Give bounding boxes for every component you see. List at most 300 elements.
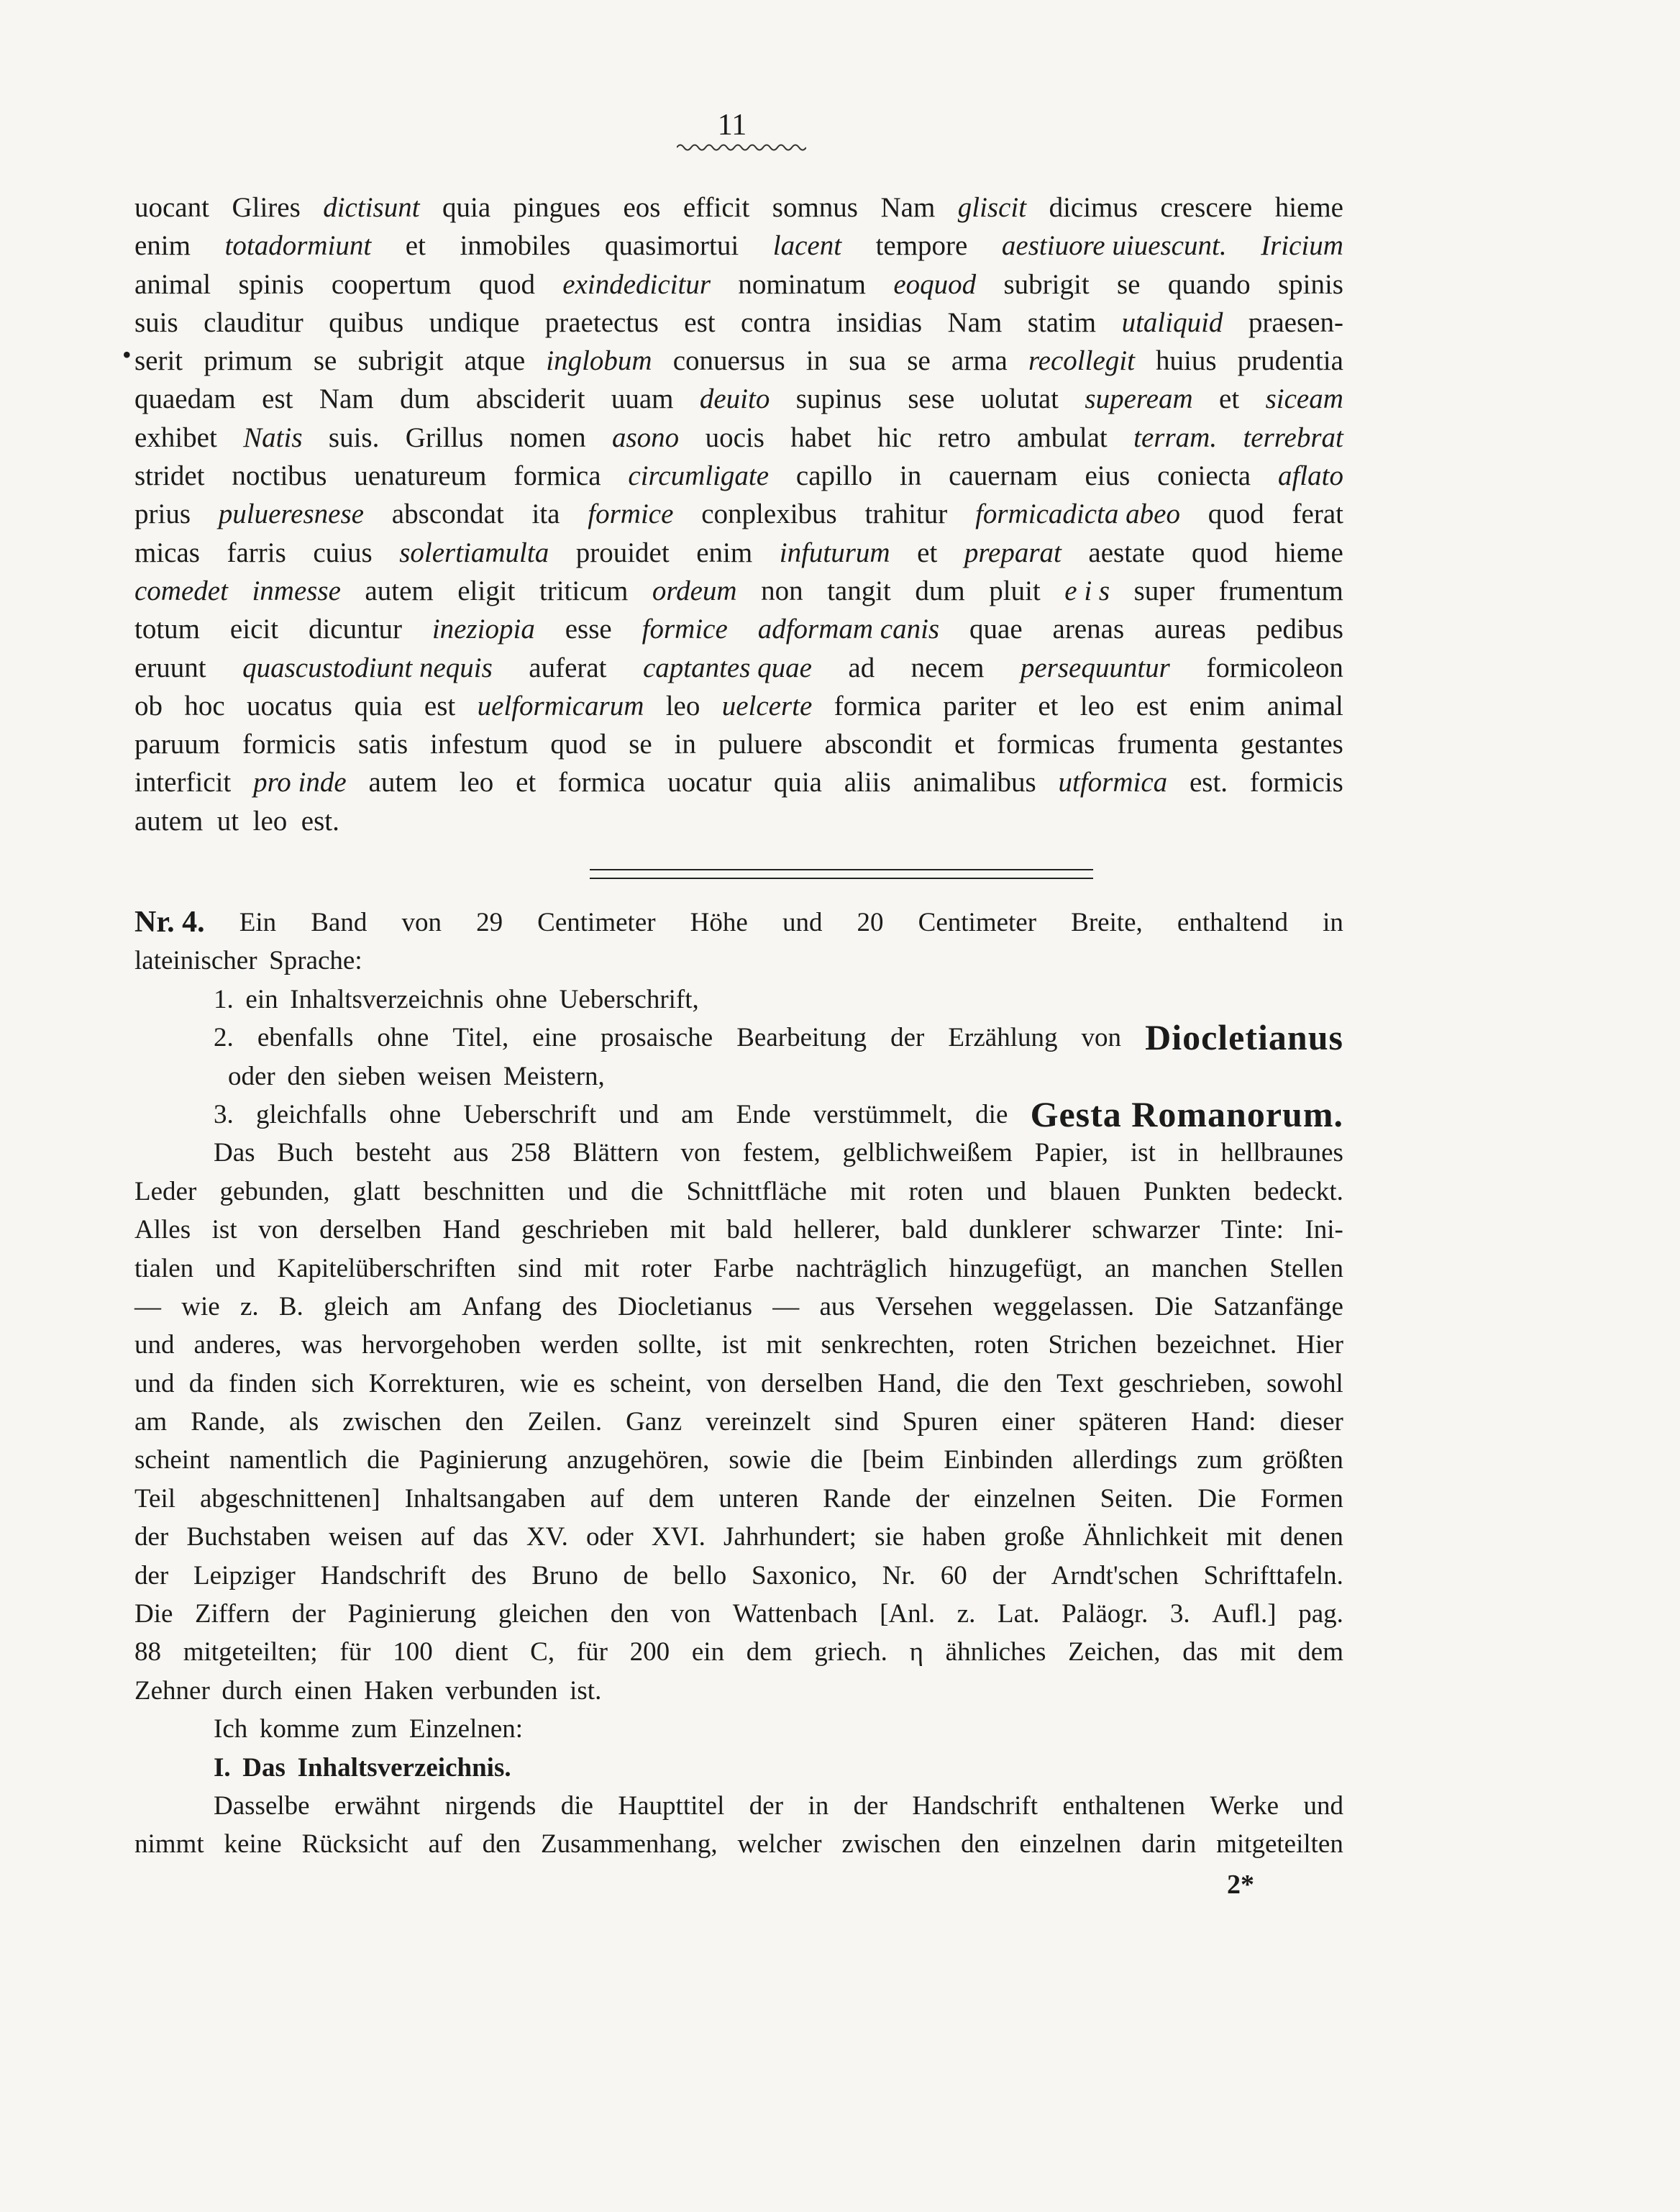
word: pingues (513, 192, 601, 223)
word: se (313, 345, 337, 377)
word: Ganz (626, 1407, 682, 1437)
word: Alles (134, 1215, 191, 1245)
word: enim (1189, 690, 1246, 722)
word: Schrifttafeln. (1203, 1560, 1343, 1590)
word: festem, (742, 1138, 821, 1168)
word: ebenfalls (257, 1023, 354, 1053)
latin-line (134, 725, 1343, 763)
word: große (1003, 1522, 1065, 1552)
word: den (465, 1407, 504, 1437)
word: gleichen (498, 1599, 589, 1629)
word: quod (1192, 537, 1248, 568)
word: quibus (329, 306, 404, 338)
word: blauen (1049, 1176, 1120, 1206)
word: arenas (1052, 614, 1125, 645)
latin-line (134, 342, 1343, 380)
latin-line (134, 304, 1343, 342)
word: adformam canis (757, 614, 940, 645)
word: abscondit (824, 729, 933, 760)
word: et (405, 230, 426, 262)
word: Zehner (134, 1675, 210, 1706)
word: uelcerte (721, 690, 813, 722)
word: mit (583, 1253, 620, 1283)
word: est. (301, 805, 339, 837)
word: in (805, 345, 828, 377)
word: est (262, 383, 293, 415)
word: dicuntur (308, 614, 402, 645)
word: gliscit (957, 192, 1027, 223)
word: infestum (430, 729, 529, 760)
word: anderes, (193, 1330, 282, 1360)
word: hieme (1274, 537, 1343, 568)
word: sese (908, 383, 955, 415)
word: aliis (844, 767, 891, 798)
word: 29 (476, 908, 503, 937)
word: anzugehören, (567, 1445, 710, 1475)
word: ineziopia (432, 614, 535, 645)
word: beschnitten (423, 1176, 545, 1206)
word: asono (612, 422, 680, 453)
word: absciderit (475, 383, 585, 415)
word: pulueresnese (218, 499, 364, 530)
word: aestiuore uiuescunt. (1001, 230, 1227, 262)
word: tempore (875, 230, 968, 262)
word: dient (455, 1637, 508, 1667)
signature-mark: 2* (1227, 1870, 1254, 1900)
word: lacent (772, 230, 842, 262)
word: uuam (611, 383, 674, 415)
word: deuito (699, 383, 770, 415)
word: roter (641, 1253, 692, 1283)
word: quod (478, 268, 535, 300)
word: Punkten (1143, 1176, 1231, 1206)
word: stridet (134, 460, 205, 492)
word: sieben (337, 1061, 406, 1091)
german-line (134, 1825, 1343, 1863)
word: subrigit (1003, 268, 1090, 300)
word: Diocletianus (1145, 1017, 1343, 1058)
word: einer (1001, 1407, 1055, 1437)
word: und (134, 1368, 175, 1398)
word: welcher (737, 1829, 822, 1860)
word: clauditur (204, 306, 303, 338)
german-line (134, 1288, 1343, 1326)
word: Papier, (1034, 1138, 1109, 1168)
word: Formen (1260, 1483, 1343, 1514)
german-line (134, 1365, 1343, 1403)
word: animalibus (913, 767, 1036, 798)
word: somnus (772, 192, 858, 223)
word: Ende (736, 1099, 791, 1129)
word: allerdings (1072, 1445, 1178, 1475)
word: durch (222, 1675, 283, 1706)
word: hic (877, 422, 912, 453)
word: animal (1266, 690, 1343, 722)
latin-line (134, 802, 1343, 840)
word: uocis (705, 422, 764, 453)
word: comedet (134, 575, 228, 606)
word: formice (642, 614, 728, 645)
word: 2. (214, 1023, 234, 1053)
word: den (961, 1829, 1000, 1860)
word: pariter (943, 690, 1016, 722)
word: da (188, 1368, 214, 1398)
german-line (134, 1595, 1343, 1633)
word: supinus (795, 383, 882, 415)
word: was (301, 1330, 343, 1360)
word: vereinzelt (706, 1407, 811, 1437)
word: Centimeter (918, 908, 1037, 937)
word: die (810, 1445, 843, 1475)
word: keine (224, 1829, 282, 1860)
word: autem (365, 575, 434, 606)
word: roten (974, 1330, 1029, 1360)
word: Schnittfläche (686, 1176, 827, 1206)
word: super (1133, 575, 1195, 606)
word: gebunden, (219, 1176, 330, 1206)
word: leo (252, 805, 288, 837)
word: Natis (243, 422, 303, 453)
word: Hand, (877, 1368, 942, 1398)
latin-line (134, 227, 1343, 265)
word: für (576, 1637, 608, 1667)
word: Titel, (452, 1023, 509, 1053)
word: Ich (214, 1714, 248, 1744)
word: von (670, 1599, 711, 1629)
word: Das (242, 1752, 286, 1783)
word: glatt (352, 1176, 401, 1206)
word: formice (588, 499, 674, 530)
word: Glires (232, 192, 301, 223)
latin-line (134, 572, 1343, 610)
german-line (134, 1211, 1343, 1249)
page-number: 11 (717, 109, 747, 142)
word: triticum (539, 575, 629, 606)
word: supeream (1085, 383, 1193, 415)
word: uocatus (246, 690, 333, 722)
word: hellbraunes (1220, 1138, 1343, 1168)
word: der (134, 1560, 169, 1590)
word: eius (1085, 460, 1131, 492)
word: est (1136, 690, 1168, 722)
word: dum (915, 575, 965, 606)
word: sua (849, 345, 887, 377)
german-line (134, 1518, 1343, 1556)
word: Versehen (875, 1291, 973, 1321)
latin-line (134, 188, 1343, 227)
word: Nam (880, 192, 936, 223)
german-line (134, 1710, 1343, 1748)
word: Nam (947, 306, 1003, 338)
word: Iricium (1261, 230, 1343, 262)
word: capillo (795, 460, 873, 492)
word: unteren (718, 1483, 799, 1514)
word: Hand: (1191, 1407, 1256, 1437)
word: und (986, 1176, 1027, 1206)
word: ist. (570, 1675, 602, 1706)
word: quia (354, 690, 403, 722)
word: und (215, 1253, 256, 1283)
word: Inhaltsangaben (404, 1483, 566, 1514)
word: est (424, 690, 456, 722)
word: hinzugefügt, (949, 1253, 1083, 1283)
word: Saxonico, (752, 1560, 857, 1590)
word: aestate (1088, 537, 1165, 568)
word: den (482, 1829, 521, 1860)
word: praesen- (1248, 306, 1343, 338)
word: 3. (1169, 1599, 1190, 1629)
word: crescere (1160, 192, 1253, 223)
word: sind (834, 1407, 879, 1437)
word: totadormiunt (224, 230, 372, 262)
word: mit (766, 1330, 802, 1360)
word: eruunt (134, 652, 206, 683)
word: Nam (319, 383, 374, 415)
word: bald (726, 1215, 772, 1245)
german-line (134, 1019, 1343, 1057)
word: cauernam (949, 460, 1058, 492)
word: Diocletianus (617, 1291, 752, 1321)
word: am (134, 1407, 168, 1437)
word: und (567, 1176, 608, 1206)
word: zwischen (841, 1829, 941, 1860)
word: weggelassen. (992, 1291, 1135, 1321)
word: komme (259, 1714, 339, 1744)
word: auf (428, 1829, 462, 1860)
word: prouidet (575, 537, 670, 568)
word: am (408, 1291, 442, 1321)
word: infuturum (779, 537, 890, 568)
word: dum (400, 383, 450, 415)
word: Rande, (191, 1407, 266, 1437)
word: in (808, 1790, 829, 1821)
word: größten (1261, 1445, 1343, 1475)
word: contra (741, 306, 811, 338)
word: enthaltend (1177, 908, 1289, 937)
word: animal (134, 268, 211, 300)
word: Bearbeitung (736, 1023, 867, 1053)
word: tangit (827, 575, 891, 606)
word: ist (721, 1330, 747, 1360)
word: verbunden (445, 1675, 558, 1706)
word: hoc (184, 690, 225, 722)
word: einzelnen (973, 1483, 1076, 1514)
word: micas (134, 537, 200, 568)
word: die (975, 1099, 1008, 1129)
word: Wattenbach (732, 1599, 858, 1629)
word: und (618, 1099, 659, 1129)
word: Bruno (531, 1560, 598, 1590)
word: finden (229, 1368, 297, 1398)
word: Ein (239, 908, 277, 937)
word: Einbinden (944, 1445, 1054, 1475)
word: oder (228, 1061, 275, 1091)
word: uenatureum (354, 460, 487, 492)
word: die (631, 1176, 664, 1206)
word: Spuren (902, 1407, 978, 1437)
word: Werke (1210, 1790, 1279, 1821)
word: formica (513, 460, 601, 492)
word: die (956, 1368, 990, 1398)
word: huius (1156, 345, 1217, 377)
word: quia (773, 767, 822, 798)
word: eine (532, 1023, 577, 1053)
german-line (134, 1672, 1343, 1710)
word: Ähnlichkeit (1082, 1522, 1208, 1552)
word: 88 (134, 1637, 161, 1667)
word: gelblichweißem (842, 1138, 1013, 1168)
word: de (623, 1560, 649, 1590)
word: Anfang (462, 1291, 542, 1321)
german-line (134, 1173, 1343, 1211)
word: in (1177, 1138, 1199, 1168)
word: necem (910, 652, 985, 683)
word: zum (351, 1714, 398, 1744)
word: leo (665, 690, 700, 722)
word: von (1081, 1023, 1122, 1053)
word: statim (1027, 306, 1097, 338)
word: nominatum (738, 268, 867, 300)
word: gestantes (1240, 729, 1343, 760)
word: Handschrift (912, 1790, 1038, 1821)
word: nomen (509, 422, 586, 453)
word: ad (848, 652, 875, 683)
word: ohne (389, 1099, 442, 1129)
word: aus (453, 1138, 489, 1168)
word: se (629, 729, 652, 760)
word: Hier (1296, 1330, 1343, 1360)
word: uocatur (667, 767, 752, 798)
word: 258 (511, 1138, 551, 1168)
german-line (134, 1480, 1343, 1518)
word: der (890, 1023, 925, 1053)
word: Farbe (713, 1253, 775, 1283)
word: — (134, 1291, 161, 1321)
word: η (909, 1637, 923, 1667)
latin-line (134, 457, 1343, 495)
word: bedeckt. (1254, 1176, 1343, 1206)
word: persequuntur (1020, 652, 1170, 683)
word: darin (1141, 1829, 1197, 1860)
word: formicis (242, 729, 336, 760)
word: Strichen (1048, 1330, 1137, 1360)
word: quascustodiunt nequis (242, 652, 493, 683)
word: Ziffern (195, 1599, 270, 1629)
word: Ini- (1305, 1215, 1343, 1245)
word: und (782, 908, 823, 937)
word: esse (565, 614, 612, 645)
word: dictisunt (323, 192, 420, 223)
word: satis (357, 729, 408, 760)
word: dunklerer (969, 1215, 1071, 1245)
word: autem (368, 767, 437, 798)
word: den (287, 1061, 326, 1091)
word: puluere (718, 729, 803, 760)
word: Arndt'schen (1051, 1560, 1179, 1590)
word: der (853, 1790, 887, 1821)
word: [beim (862, 1445, 925, 1475)
word: in (1323, 908, 1343, 937)
word: am (681, 1099, 714, 1129)
latin-line (134, 419, 1343, 457)
word: gleichfalls (255, 1099, 368, 1129)
word: derselben (319, 1215, 421, 1245)
word: prius (134, 499, 191, 530)
word: e i s (1064, 575, 1110, 606)
word: totum (134, 614, 201, 645)
word: serit (134, 345, 183, 377)
word: auf (421, 1522, 455, 1552)
word: als (289, 1407, 319, 1437)
word: 20 (857, 908, 884, 937)
word: von (706, 1368, 747, 1398)
word: frumentum (1218, 575, 1343, 606)
word: quaedam (134, 383, 236, 415)
word: sie (875, 1522, 905, 1552)
word: aus (819, 1291, 855, 1321)
word: ähnliches (945, 1637, 1046, 1667)
word: quod (1208, 499, 1264, 530)
german-line (134, 1441, 1343, 1479)
german-line (134, 1250, 1343, 1288)
word: prudentia (1237, 345, 1343, 377)
word: von (680, 1138, 721, 1168)
word: Kapitelüberschriften (277, 1253, 496, 1283)
word: Inhaltsverzeichnis (290, 984, 484, 1014)
word: enim (134, 230, 191, 262)
word: das (472, 1522, 508, 1552)
word: habet (790, 422, 852, 453)
word: Grillus (405, 422, 484, 453)
word: eos (623, 192, 661, 223)
word: retro (938, 422, 991, 453)
latin-line (134, 495, 1343, 533)
word: ist (1130, 1138, 1156, 1168)
word: hellerer, (793, 1215, 881, 1245)
word: Das (214, 1138, 255, 1168)
word: auf (590, 1483, 624, 1514)
word: inmobiles (460, 230, 571, 262)
word: des (471, 1560, 507, 1590)
word: Seiten. (1100, 1483, 1174, 1514)
word: Rande (823, 1483, 891, 1514)
word: sowie (729, 1445, 791, 1475)
german-text-block (134, 904, 1343, 1864)
word: quod (550, 729, 607, 760)
word: der (749, 1790, 784, 1821)
word: den (1003, 1368, 1042, 1398)
word: et (1038, 690, 1059, 722)
word: preparat (964, 537, 1062, 568)
word: ein (691, 1637, 725, 1667)
word: autem (134, 805, 204, 837)
word: 200 (629, 1637, 670, 1667)
word: dem (1297, 1637, 1343, 1667)
word: sind (517, 1253, 562, 1283)
word: utaliquid (1121, 306, 1223, 338)
word: Tinte: (1220, 1215, 1284, 1245)
word: der (915, 1483, 950, 1514)
word: Blättern (572, 1138, 659, 1168)
word: nachträglich (795, 1253, 928, 1283)
word: ohne (496, 984, 547, 1014)
word: wie (181, 1291, 220, 1321)
word: terrebrat (1243, 422, 1343, 453)
word: auferat (529, 652, 607, 683)
word: sowohl (1266, 1368, 1343, 1398)
word: Buch (277, 1138, 334, 1168)
word: abgeschnittenen] (199, 1483, 380, 1514)
